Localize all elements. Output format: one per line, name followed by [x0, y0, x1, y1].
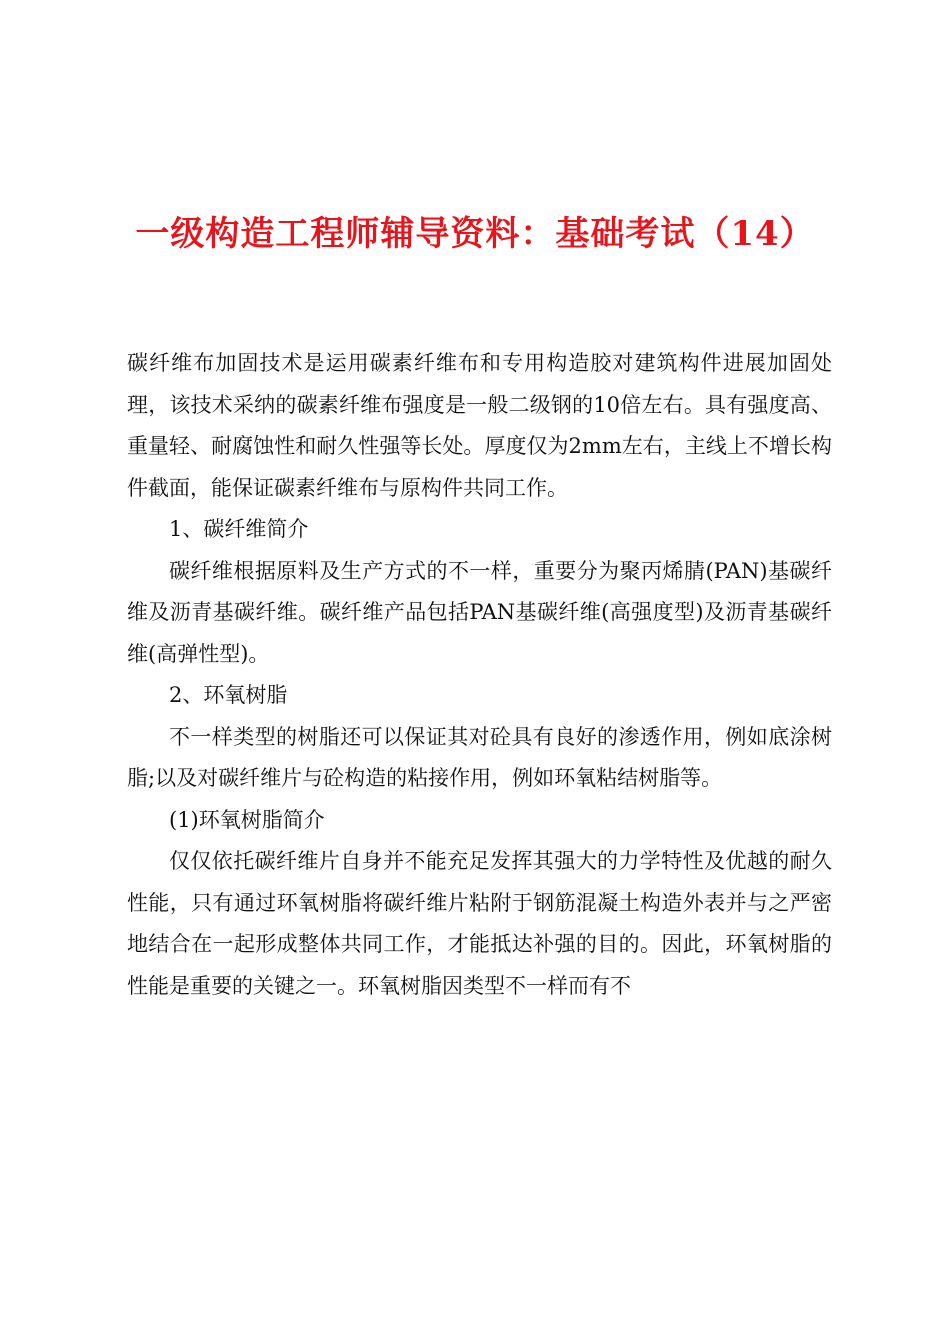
section-heading-epoxy: 2、环氧树脂 — [169, 683, 288, 707]
section-heading-epoxy-intro: (1)环氧树脂简介 — [169, 807, 325, 832]
paragraph-epoxy-intro: 仅仅依托碳纤维片自身并不能充足发挥其强大的力学特性及优越的耐久性能，只有通过环氧树脂将碳纤维片粘附于钢筋混凝土构造外表并与之严密地结合在一起形成整体共同工作，才能抵达补强的目的。因此，环氧树脂的性能是重要的关键之一。环氧树脂因类型不一样而有不 — [127, 849, 832, 998]
paragraph-carbon-fiber: 碳纤维根据原料及生产方式的不一样，重要分为聚丙烯腈(PAN)基碳纤维及沥青基碳纤维。碳纤维产品包括PAN基碳纤维(高强度型)及沥青基碳纤维(高弹性型)。 — [127, 558, 832, 666]
paragraph-epoxy: 不一样类型的树脂还可以保证其对砼具有良好的渗透作用，例如底涂树脂;以及对碳纤维片与砼构造的粘接作用，例如环氧粘结树脂等。 — [127, 724, 832, 790]
paragraph-intro: 碳纤维布加固技术是运用碳素纤维布和专用构造胶对建筑构件进展加固处理，该技术采纳的碳素纤维布强度是一般二级钢的10倍左右。具有强度高、重量轻、耐腐蚀性和耐久性强等长处。厚度仅为2mm左右，主线上不增长构件截面，能保证碳素纤维布与原构件共同工作。 — [127, 351, 832, 500]
section-heading-carbon-fiber: 1、碳纤维简介 — [169, 517, 309, 541]
page-title: 一级构造工程师辅导资料：基础考试（14） — [135, 214, 815, 254]
document-body — [127, 343, 832, 1007]
